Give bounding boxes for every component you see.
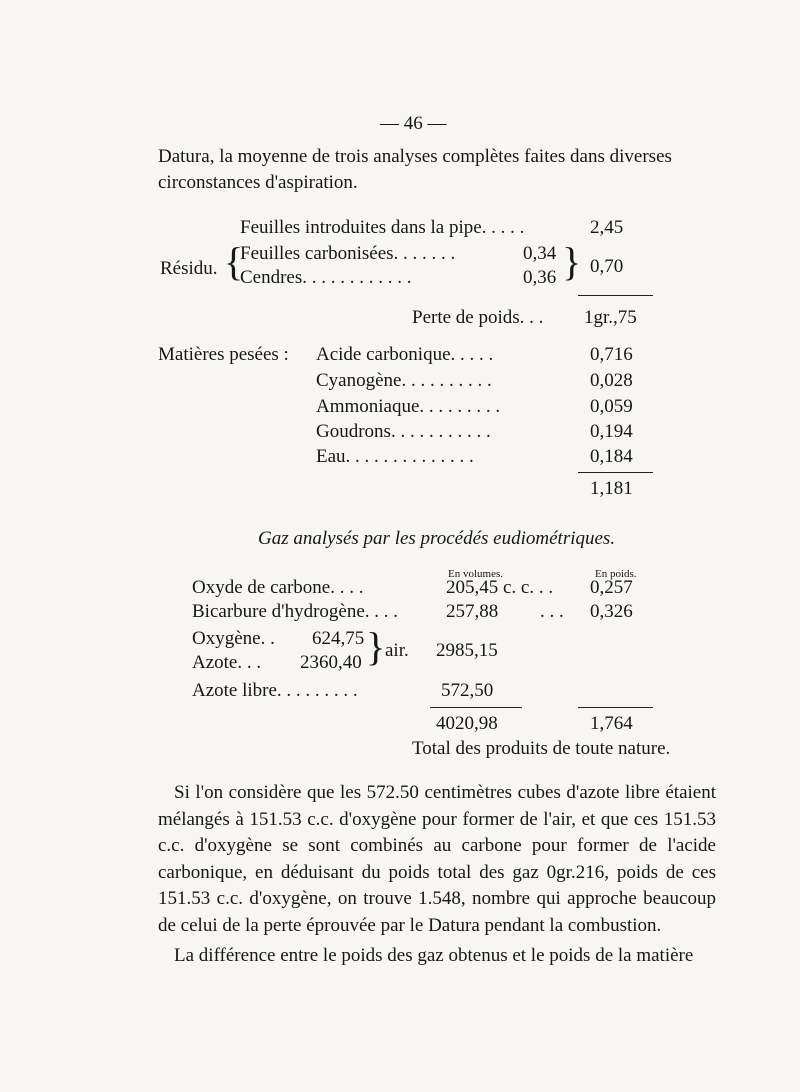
- col-header-poids: En poids.: [595, 568, 637, 580]
- matiere-row-2-value: 0,028: [590, 370, 633, 391]
- rule-volumes: [430, 707, 522, 708]
- body-text: [158, 780, 716, 970]
- rule-poids: [578, 707, 653, 708]
- air-label: air.: [385, 640, 409, 661]
- perte-de-poids-label: Perte de poids. . .: [412, 307, 544, 328]
- feuilles-introduites-value: 2,45: [590, 217, 624, 238]
- cendres-label: Cendres. . . . . . . . . . . .: [240, 267, 412, 288]
- oxyde-label: Oxyde de carbone. . . .: [192, 577, 364, 598]
- page-number: — 46 —: [380, 113, 447, 134]
- azote-libre-value: 572,50: [441, 680, 494, 701]
- rule-residu: [578, 295, 653, 296]
- feuilles-carbonisees-label: Feuilles carbonisées. . . . . . .: [240, 243, 456, 264]
- oxygene-value: 624,75: [312, 628, 365, 649]
- gaz-title: Gaz analysés par les procédés eudiométriques.: [258, 528, 616, 549]
- matieres-total: 1,181: [590, 478, 633, 499]
- bicarbure-dots: . . .: [540, 601, 564, 622]
- matieres-heading: Matières pesées :: [158, 344, 289, 365]
- col-header-volumes: En volumes.: [448, 568, 503, 580]
- right-brace-icon: }: [562, 239, 582, 284]
- matiere-row-5-label: Eau. . . . . . . . . . . . . .: [316, 446, 474, 467]
- bicarbure-label: Bicarbure d'hydrogène. . . .: [192, 601, 399, 622]
- residu-total: 0,70: [590, 256, 624, 277]
- matiere-row-3-label: Ammoniaque. . . . . . . . .: [316, 396, 501, 417]
- intro-line-2: circonstances d'aspiration.: [158, 172, 358, 193]
- total-label: Total des produits de toute nature.: [412, 738, 671, 759]
- matiere-row-1-label: Acide carbonique. . . . .: [316, 344, 494, 365]
- oxyde-poids: 0,257: [590, 577, 633, 598]
- total-volumes: 4020,98: [436, 713, 498, 734]
- matiere-row-4-value: 0,194: [590, 421, 633, 442]
- matiere-row-4-label: Goudrons. . . . . . . . . . .: [316, 421, 491, 442]
- residu-label: Résidu.: [160, 258, 218, 279]
- paragraph-2: La différence entre le poids des gaz obtenus et le poids de la matière: [174, 945, 694, 966]
- total-poids: 1,764: [590, 713, 633, 734]
- paragraph-1: Si l'on considère que les 572.50 centimètres cubes d'azote libre étaient mélangés à 151.53 c.c. d'oxygène pour former de l'air, et que ces 151.53 c.c. d'oxygène se sont combinés au carbone pour former de l'acide carbonique, en déduisant du poids total des gaz 0gr.216, poids de ces 151.53 c.c. d'oxygène, on trouve 1.548, nombre qui approche beaucoup de celui de la perte éprouvée par le Datura pendant la combustion.: [158, 782, 716, 936]
- azote-label: Azote. . .: [192, 652, 262, 673]
- azote-libre-label: Azote libre. . . . . . . . .: [192, 680, 358, 701]
- bicarbure-volume: 257,88: [446, 601, 499, 622]
- matiere-row-2-label: Cyanogène. . . . . . . . . .: [316, 370, 492, 391]
- oxyde-volume: 205,45 c. c. . .: [446, 577, 554, 598]
- air-brace-icon: }: [366, 624, 386, 669]
- matiere-row-3-value: 0,059: [590, 396, 633, 417]
- cendres-value: 0,36: [523, 267, 557, 288]
- azote-value: 2360,40: [300, 652, 362, 673]
- left-brace-icon: {: [224, 239, 244, 284]
- rule-matieres: [578, 472, 653, 473]
- oxygene-label: Oxygène. .: [192, 628, 275, 649]
- feuilles-carbonisees-value: 0,34: [523, 243, 557, 264]
- feuilles-introduites-label: Feuilles introduites dans la pipe. . . . .: [240, 217, 525, 238]
- intro-line-1: Datura, la moyenne de trois analyses complètes faites dans diverses: [158, 146, 672, 167]
- bicarbure-poids: 0,326: [590, 601, 633, 622]
- perte-de-poids-value: 1gr.,75: [584, 307, 637, 328]
- air-value: 2985,15: [436, 640, 498, 661]
- matiere-row-5-value: 0,184: [590, 446, 633, 467]
- matiere-row-1-value: 0,716: [590, 344, 633, 365]
